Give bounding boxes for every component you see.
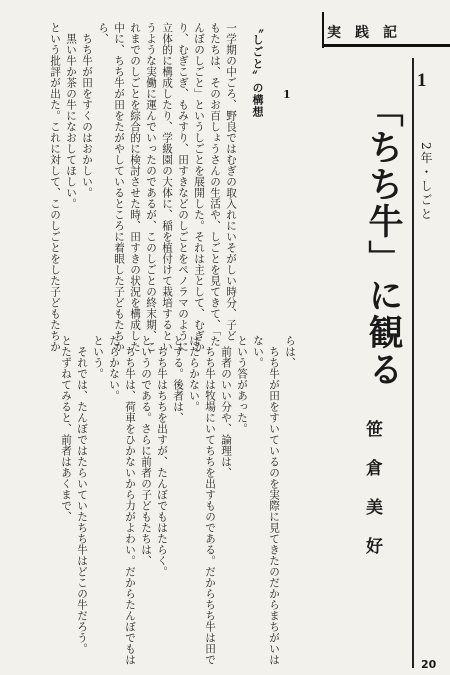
body-line: らは、 xyxy=(284,335,296,368)
title-divider xyxy=(412,58,414,668)
section-heading: 〝しごと〟の構想 xyxy=(251,22,264,118)
body-line: ちち牛はちちを出すが、たんぼでもはたらく。 xyxy=(156,335,168,577)
body-line: というのである。さらに前者の子どもたちは、 xyxy=(140,335,152,566)
body-line: という。 xyxy=(92,335,104,379)
section-number: 1 xyxy=(283,88,291,101)
body-line: という答があった。 xyxy=(236,335,248,434)
header-label: 実践記 xyxy=(327,25,411,41)
body-line: ちち牛が田をすくのはおかしい。 xyxy=(81,22,93,198)
body-line: たらかない。 xyxy=(108,335,120,401)
header-rule-top xyxy=(322,44,450,47)
page-number: 20 xyxy=(421,658,437,671)
body-line: もたちは、そのお百しょうさんの生活や、しごとを見てきて、「た xyxy=(209,22,221,347)
body-line: ちち牛が田をすいているのを実際に見てきたのだからまちがいは xyxy=(268,335,280,665)
body-line: ら、 xyxy=(97,22,109,44)
body-line: 中に、ちち牛が田をたがやしているところに着眼した子どもたちか xyxy=(113,22,125,352)
body-line: うような実働に運んでいったのであるが、このしごとの終末期、こ xyxy=(145,22,157,352)
body-line: ちち牛は牧場にいてちちを出すものである。だからちち牛は田で xyxy=(204,335,216,665)
body-line: 立体的に構成したり、学級園の大体に、稲を植付けて栽培するとい xyxy=(161,22,173,352)
body-line: という批評が出た。これに対して、このしごとをした子どもたちか xyxy=(49,22,61,352)
body-line: とする。後者は、 xyxy=(172,335,184,423)
body-line: それでは、たんぼではたらいていたちち牛はどこの牛だろう。 xyxy=(76,335,88,654)
body-line: んぼのしごと」というしごとを展開した。それは主として、むぎか xyxy=(193,22,205,352)
body-line: れまでのしごとを綜合的に検討させた時、田すきの状況を構成した xyxy=(129,22,141,352)
article-number: 1 xyxy=(417,70,427,91)
body-line: ない。 xyxy=(252,335,264,368)
body-line: ちち牛は、荷車をひかないから力がよわい。だからたんぼでもは xyxy=(124,335,136,665)
body-line: はたらかない。 xyxy=(188,335,200,412)
body-line: 一学期の中ごろ、野良ではむぎの取入れにいそがしい時分、子ど xyxy=(225,22,237,341)
article-title: 「ちち牛」に観る xyxy=(363,92,404,388)
body-line: 前者のいい分や、論理は、 xyxy=(220,335,232,478)
body-line: とたずねてみると、前者はあくまで、 xyxy=(60,335,72,522)
article-grade: 2年・しごと xyxy=(419,142,433,222)
body-line: り、むぎこぎ、もみすり、田すきなどのしごとをペノラマのように xyxy=(177,22,189,352)
header-rule-left xyxy=(322,12,324,48)
body-line: 黒い牛か茶の牛になおしてほしい。 xyxy=(65,22,77,209)
article-author: 笹倉美好 xyxy=(362,420,382,576)
